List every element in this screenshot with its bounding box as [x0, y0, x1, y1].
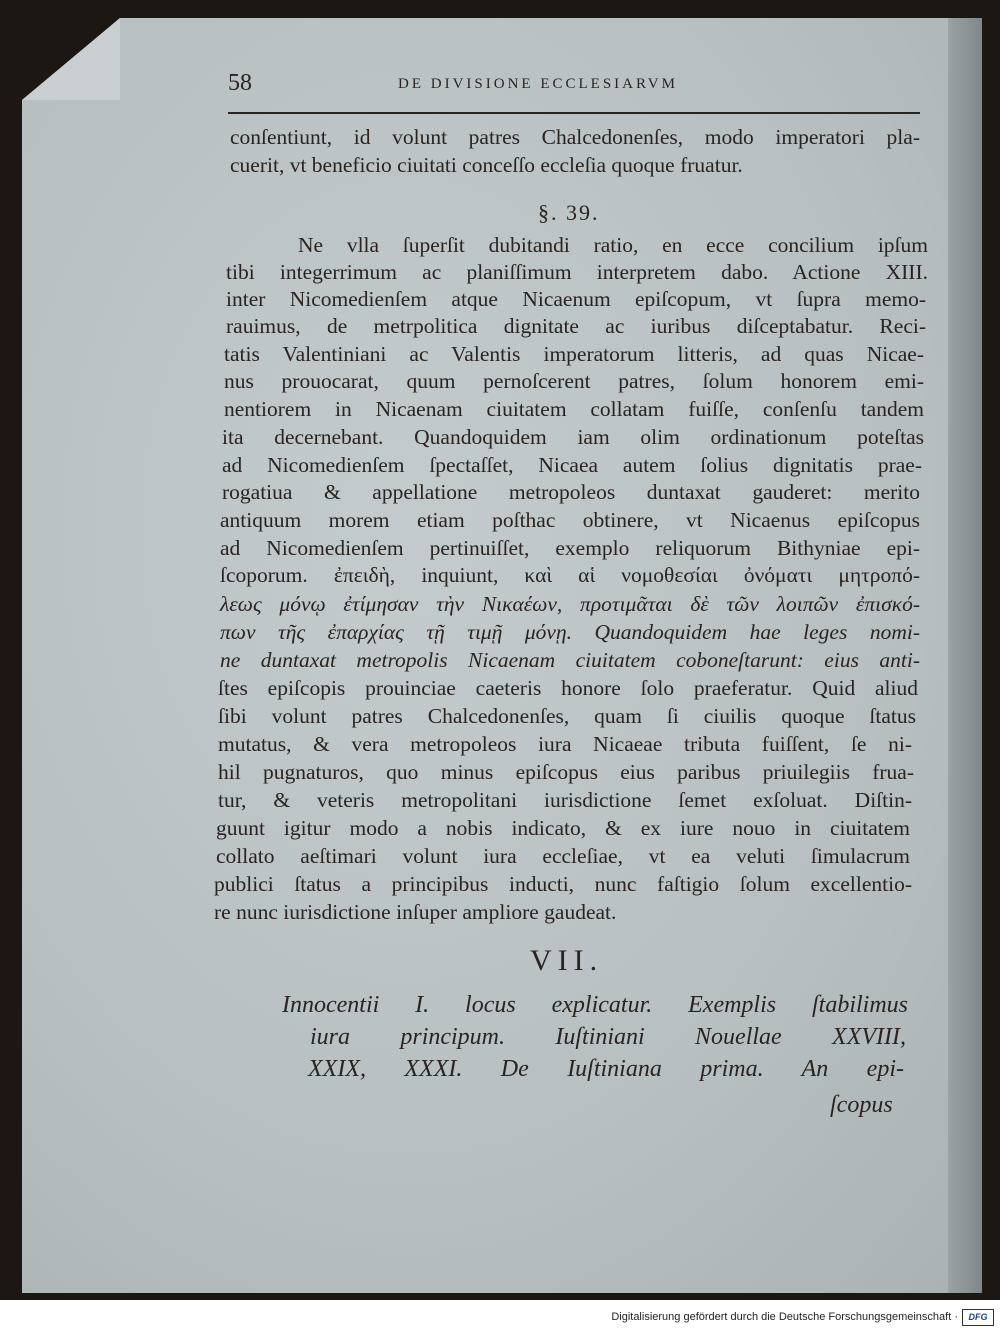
text-line: ſtes epiſcopis prouinciae caeteris honore ſolo praeferatur. Quid aliud [218, 676, 918, 700]
text-line: conſentiunt, id volunt patres Chalcedonenſes, modo imperatori pla- [230, 125, 920, 149]
header-rule [228, 112, 920, 114]
text-line: ad Nicomedienſem pertinuiſſet, exemplo reliquorum Bithyniae epi- [220, 536, 920, 560]
text-line: rauimus, de metrpolitica dignitate ac iuribus diſceptabatur. Reci- [226, 314, 926, 338]
text-line: collato aeſtimari volunt iura eccleſiae, vt ea veluti ſimulacrum [216, 844, 910, 868]
text-line: nentiorem in Nicaenam ciuitatem collatam fuiſſe, conſenſu tandem [224, 397, 924, 421]
text-line: ſibi volunt patres Chalcedonenſes, quam ſi ciuilis quoque ſtatus [218, 704, 916, 728]
text-line: tatis Valentiniani ac Valentis imperatorum litteris, ad quas Nicae- [224, 342, 924, 366]
text-line: re nunc iurisdictione inſuper ampliore gaudeat. [214, 900, 617, 924]
summary-line: iura principum. Iuſtiniani Nouellae XXVIII, [310, 1024, 906, 1050]
text-line: ita decernebant. Quandoquidem iam olim ordinationum poteſtas [222, 425, 924, 449]
text-line: rogatiua & appellatione metropoleos duntaxat gauderet: merito [222, 480, 920, 504]
text-line: mutatus, & vera metropoleos iura Nicaeae tributa fuiſſent, ſe ni- [218, 732, 912, 756]
text-line: cuerit, vt beneficio ciuitati conceſſo eccleſia quoque fruatur. [230, 153, 743, 177]
text-line: antiquum morem etiam poſthac obtinere, vt Nicaenus epiſcopus [220, 508, 920, 532]
text-line: inter Nicomedienſem atque Nicaenum epiſcopum, vt ſupra memo- [226, 287, 926, 311]
catchword: ſcopus [830, 1092, 893, 1118]
text-line: hil pugnaturos, quo minus epiſcopus eius paribus priuilegiis frua- [218, 760, 914, 784]
greek-line: πων τῆς ἐπαρχίας τῇ τιμῇ μόνῃ. Quandoquidem hae leges nomi- [220, 620, 920, 644]
summary-line: XXIX, XXXI. De Iuſtiniana prima. An epi- [308, 1056, 904, 1082]
chapter-heading: VII. [530, 944, 604, 977]
folded-corner-flap [22, 18, 120, 100]
page-header [228, 70, 918, 106]
dfg-logo: DFG [962, 1309, 994, 1326]
text-line: nus prouocarat, quum pernoſcerent patres, ſolum honorem emi- [224, 369, 924, 393]
text-line: publici ſtatus a principibus inducti, nunc faſtigio ſolum excellentio- [214, 872, 912, 896]
text-line: tibi integerrimum ac planiſſimum interpretem dabo. Actione XIII. [226, 260, 928, 284]
funding-credit: Digitalisierung gefördert durch die Deutsche Forschungsgemeinschaft · [611, 1311, 958, 1323]
text-line: ſcoporum. ἐπειδὴ, inquiunt, καὶ αἱ νομοθεσίαι ὀνόματι μητροπό- [220, 563, 920, 587]
text-line: Ne vlla ſuperſit dubitandi ratio, en ecce concilium ipſum [298, 233, 928, 257]
running-title: DE DIVISIONE ECCLESIARVM [398, 76, 678, 92]
text-line: ad Nicomedienſem ſpectaſſet, Nicaea autem ſolius dignitatis prae- [222, 453, 922, 477]
page-number: 58 [228, 70, 252, 96]
greek-line: λεως μόνῳ ἐτίμησαν τὴν Νικαέων, προτιμᾶται δὲ τῶν λοιπῶν ἐπισκό- [220, 592, 920, 616]
section-number: §. 39. [538, 200, 600, 225]
text-line: tur, & veteris metropolitani iurisdictione ſemet exſoluat. Diſtin- [218, 788, 912, 812]
text-line: guunt igitur modo a nobis indicato, & ex iure nouo in ciuitatem [216, 816, 910, 840]
page-edge-shadow [948, 18, 982, 1293]
italic-line: ne duntaxat metropolis Nicaenam ciuitatem coboneſtarunt: eius anti- [220, 648, 920, 672]
footer-bar [0, 1300, 1000, 1334]
summary-line: Innocentii I. locus explicatur. Exemplis ſtabilimus [282, 992, 908, 1018]
